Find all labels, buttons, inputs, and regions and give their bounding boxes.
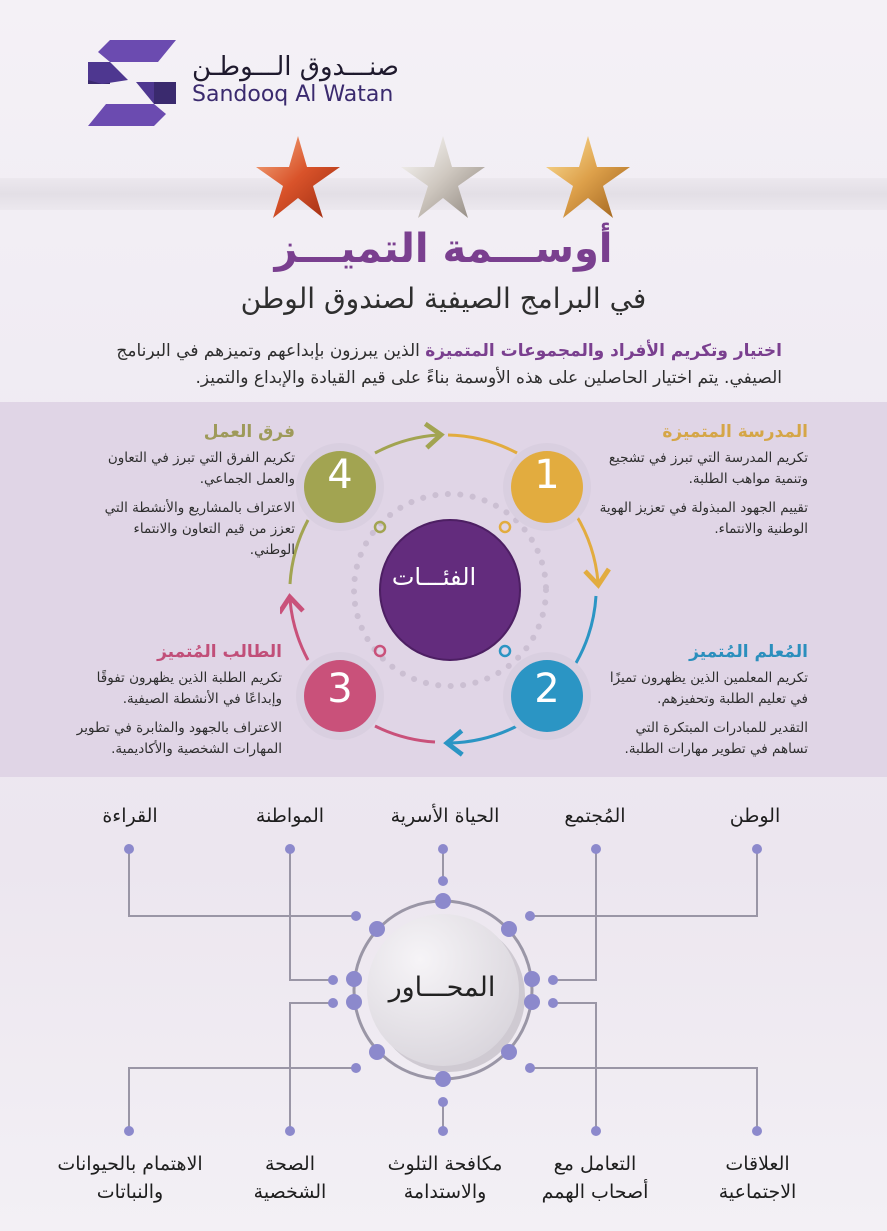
category-point: تقييم الجهود المبذولة في تعزيز الهوية الوطنية والانتماء.: [599, 500, 808, 537]
category-point: تكريم المدرسة التي تبرز في تشجيع وتنمية مواهب الطلبة.: [608, 450, 808, 487]
brand-name-english: Sandooq Al Watan: [192, 82, 394, 107]
categories-center-label: الفئـــات: [391, 563, 477, 591]
category-point: تكريم الفرق التي تبرز في التعاون والعمل الجماعي.: [107, 450, 295, 487]
page-title: أوســـمة التميـــز: [274, 226, 613, 272]
axis-label-reading: القراءة: [102, 805, 158, 827]
category-outstanding-school: [598, 422, 808, 548]
category-point: الاعتراف بالمشاريع والأنشطة التي تعزز من قيم التعاون والانتماء الوطني.: [104, 500, 295, 558]
axis-label-line: التعامل مع: [553, 1153, 637, 1175]
intro-text: الذين يبرزون بإبداعهم وتميزهم في البرنامج الصيفي. يتم اختيار الحاصلين على هذه الأوسمة بناءً على قيم القيادة والإبداع والتميز.: [116, 341, 782, 388]
category-4-number: 4: [327, 452, 353, 498]
axis-label-citizenship: المواطنة: [255, 805, 325, 827]
category-point: التقدير للمبادرات المبتكرة التي تساهم في تطوير مهارات الطلبة.: [624, 720, 808, 757]
axis-label-line: مكافحة التلوث: [387, 1153, 503, 1175]
axis-label-line: العلاقات: [725, 1153, 790, 1175]
page-subtitle: في البرامج الصيفية لصندوق الوطن: [240, 282, 647, 315]
axis-label-pollution-sustainability: [360, 1150, 530, 1206]
stars-row: [250, 134, 640, 220]
intro-highlight: اختيار وتكريم الأفراد والمجموعات المتميزة: [425, 341, 782, 361]
intro-paragraph: [110, 338, 782, 392]
category-work-teams: [85, 422, 295, 569]
category-title: الطالب المُتميز: [157, 642, 282, 662]
axis-label-line: الشخصية: [253, 1181, 327, 1203]
category-1-number: 1: [534, 452, 560, 498]
axis-label-family-life: الحياة الأسرية: [390, 805, 500, 827]
axis-label-animals-plants: [30, 1150, 230, 1206]
axis-label-line: الصحة: [265, 1153, 315, 1175]
category-outstanding-teacher: [598, 642, 808, 768]
category-title: المدرسة المتميزة: [662, 422, 808, 442]
axis-label-personal-health: [235, 1150, 345, 1206]
axes-hub-label: المحـــاور: [388, 972, 496, 1003]
bronze-star-icon: [256, 136, 340, 218]
axis-label-line: الاهتمام بالحيوانات: [57, 1153, 203, 1175]
gold-star-icon: [546, 136, 630, 218]
axis-label-line: الاجتماعية: [718, 1181, 797, 1203]
axis-label-line: أصحاب الهمم: [541, 1181, 649, 1203]
category-point: الاعتراف بالجهود والمثابرة في تطوير المهارات الشخصية والأكاديمية.: [76, 720, 282, 757]
silver-star-icon: [401, 136, 485, 218]
brand-name-arabic: صنـــدوق الـــوطـن: [192, 52, 399, 82]
category-point: تكريم الطلبة الذين يظهرون تفوقًا وإبداعًا في الأنشطة الصيفية.: [96, 670, 282, 707]
axis-label-nation: الوطن: [729, 805, 781, 827]
category-outstanding-student: [60, 642, 282, 768]
axis-label-line: والنباتات: [96, 1181, 164, 1203]
sandooq-logo-icon: [88, 40, 176, 126]
category-point: تكريم المعلمين الذين يظهرون تميزًا في تعليم الطلبة وتحفيزهم.: [609, 670, 808, 707]
axis-label-line: والاستدامة: [403, 1181, 487, 1203]
category-3-number: 3: [327, 666, 353, 712]
axis-label-people-of-determination: [520, 1150, 670, 1206]
category-title: فرق العمل: [203, 422, 295, 442]
category-title: المُعلم المُتميز: [689, 642, 808, 662]
axis-label-community: المُجتمع: [564, 805, 626, 827]
category-2-number: 2: [534, 666, 560, 712]
axis-label-social-relations: [690, 1150, 825, 1206]
